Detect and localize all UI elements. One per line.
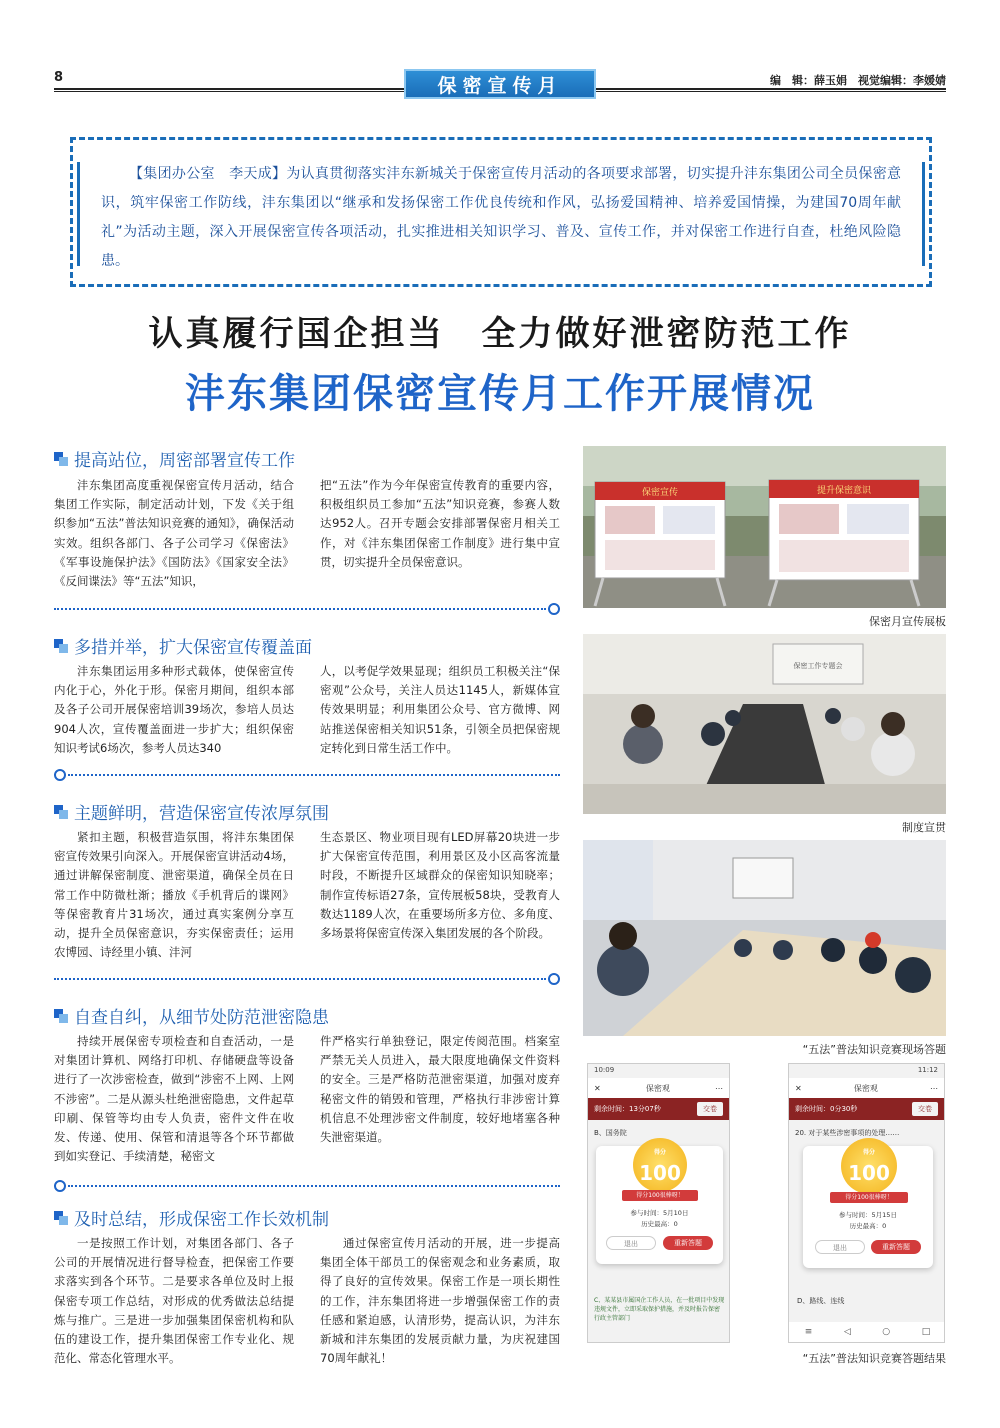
section-2-col-1: 沣东集团运用多种形式载体，使保密宣传内化于心，外化于形。保密月期间，组织本部及各子公司开展保密培训39场次，参培人员达904人次，宣传覆盖面进一步扩大；组织保密知识考试6场次，参考人员达340 — [54, 664, 294, 755]
svg-text:提升保密意识: 提升保密意识 — [816, 486, 872, 496]
section-1-col-2: 把“五法”作为今年保密宣传教育的重要内容，积极组织员工参加“五法”知识竞赛，参赛人数达952人。召开专题会安排部署保密月相关工作，对《沣东集团保密工作制度》进行集中宣贯，切实提升全员保密意识。 — [320, 478, 560, 569]
retry-button[interactable]: 重新答题 — [871, 1240, 921, 1254]
section-3-col-1: 紧扣主题，积极营造氛围，将沣东集团保密宣传效果引向深入。开展保密宣讲活动4场，通过讲解保密制度、泄密渠道，确保全员在日常工作中防微杜渐；播放《手机背后的谍网》等保密教育片31场次，通过真实案例分享互动，提升全员保密意识，夯实保密责任；运用农博园、诗经里小镇、沣河 — [54, 830, 294, 960]
section-4-col-1: 持续开展保密专项检查和自查活动，一是对集团计算机、网络打印机、存储硬盘等设备进行了一次涉密检查，做到“涉密不上网、上网不涉密”。二是从源头杜绝泄密隐患，文件起草印刷、保管等均由专人负责，密件文件在收发、传递、使用、保管和清退等各个环节都做到如实登记、手续清楚，秘密文 — [54, 1034, 294, 1164]
timer-text: 剩余时间：0分30秒 — [795, 1105, 858, 1113]
option-bottom: D、路线、连线 — [797, 1297, 845, 1305]
app-title: 保密观 — [645, 1083, 670, 1093]
exit-button[interactable]: 退出 — [606, 1236, 656, 1250]
section-heading-text: 提高站位，周密部署宣传工作 — [74, 451, 295, 471]
android-nav-bar — [789, 1322, 945, 1342]
score-ribbon: 得分100很棒呀！ — [622, 1190, 698, 1201]
section-bullet-icon — [54, 639, 68, 653]
section-3-col-2: 生态景区、物业项目现有LED屏幕20块进一步扩大保密宣传范围，利用景区及小区高客流量时段，不断提升区域群众的保密知识知晓率；制作宣传标语27条，宣传展板58块，受教育人数达1189人次，在重要场所多方位、多角度、多场景将保密宣传深入集团发展的各个阶段。 — [320, 830, 560, 941]
headline: 认真履行国企担当 全力做好泄密防范工作 — [148, 314, 852, 354]
intro-text: 【集团办公室 李天成】为认真贯彻落实沣东新城关于保密宣传月活动的各项要求部署，切实提升沣东集团公司全员保密意识，筑牢保密工作防线，沣东集团以“继承和发扬保密工作优良传统和作风，弘扬爱国精神、培养爱国情操，为建国70周年献礼”为活动主题，深入开展保密宣传各项活动，扎实推进相关知识学习、普及、宣传工作，并对保密工作进行自查，杜绝风险隐患。 — [101, 166, 901, 269]
photo-contest-site — [583, 840, 946, 1036]
section-divider — [54, 603, 560, 615]
section-heading-text: 多措并举，扩大保密宣传覆盖面 — [74, 638, 312, 658]
section-bullet-icon — [54, 1211, 68, 1225]
section-heading-1 — [54, 446, 295, 471]
section-bullet-icon — [54, 1009, 68, 1023]
intro-left-bar — [77, 162, 80, 266]
editor-credits: 编 辑：薛玉娟 视觉编辑：李媛婧 — [770, 74, 946, 87]
score-medal: 得分 100 — [841, 1138, 897, 1194]
intro-right-bar — [922, 162, 925, 266]
photo-display-boards — [583, 446, 946, 608]
home-icon[interactable]: ○ — [882, 1327, 891, 1337]
option-bottom: C、某某县市属国企工作人员，在一批项目中发现违规文件，立即采取保护措施，并及时报告保密行政主管部门 — [594, 1297, 725, 1322]
section-bullet-icon — [54, 805, 68, 819]
section-5-col-1: 一是按照工作计划，对集团各部门、各子公司的开展情况进行督导检查，把保密工作要求落实到各个环节。二是要求各单位及时上报保密专项工作总结，对形成的优秀做法总结提炼与推广。三是进一步加强集团保密机构和队伍的建设工作，提升集团保密工作专业化、规范化、常态化管理水平。 — [54, 1236, 294, 1366]
best-line: 历史最高：0 — [641, 1220, 678, 1228]
recent-apps-icon[interactable]: □ — [921, 1327, 931, 1337]
section-2-col-2: 人，以考促学效果显现；组织员工积极关注“保密观”公众号，关注人员达1145人，新媒体宣传效果明显；利用集团公众号、官方微博、网站推送保密相关知识51条，引领全员把保密规定转化到日常生活工作中。 — [320, 664, 560, 755]
section-bullet-icon — [54, 452, 68, 466]
back-icon[interactable]: ◁ — [843, 1327, 851, 1337]
section-5-col-2: 通过保密宣传月活动的开展，进一步提高集团全体干部员工的保密观念和业务素质，取得了良好的宣传效果。保密工作是一项长期性的工作，沣东集团将进一步增强保密工作的责任感和紧迫感，认清形势，提高认识，为沣东新城和沣东集团的发展贡献力量，为庆祝建国70周年献礼！ — [320, 1236, 560, 1366]
section-heading-2 — [54, 633, 312, 658]
app-title: 保密观 — [853, 1083, 878, 1093]
score-modal — [596, 1146, 723, 1264]
timer-text: 剩余时间：13分07秒 — [594, 1105, 661, 1113]
section-divider — [54, 973, 560, 985]
section-divider — [54, 1180, 560, 1192]
caption-display-boards: 保密月宣传展板 — [869, 615, 946, 628]
svg-text:保密宣传: 保密宣传 — [641, 488, 679, 498]
column-title: 保密宣传月 — [404, 69, 596, 99]
close-icon[interactable]: ✕ — [795, 1083, 802, 1093]
more-icon[interactable]: ⋯ — [714, 1083, 723, 1093]
section-heading-text: 主题鲜明，营造保密宣传浓厚氛围 — [74, 804, 329, 824]
intro-box — [70, 137, 932, 287]
caption-contest-site: “五法”普法知识竞赛现场答题 — [802, 1043, 946, 1056]
caption-meeting: 制度宣贯 — [902, 821, 946, 834]
menu-icon[interactable]: ≡ — [804, 1327, 813, 1337]
retry-button[interactable]: 重新答题 — [663, 1236, 713, 1250]
best-line: 历史最高：0 — [849, 1222, 887, 1230]
date-line: 参与时间：5月15日 — [839, 1211, 897, 1219]
section-divider — [54, 769, 560, 781]
phone-screenshot-2 — [788, 1063, 945, 1343]
close-icon[interactable]: ✕ — [594, 1083, 601, 1093]
section-heading-3 — [54, 799, 329, 824]
status-bar: 10:09 — [594, 1066, 615, 1074]
status-bar: 11:12 — [917, 1066, 938, 1074]
caption-contest-results: “五法”普法知识竞赛答题结果 — [802, 1352, 946, 1365]
submit-button[interactable]: 交卷 — [912, 1102, 938, 1116]
quiz-timer — [588, 1098, 729, 1120]
section-heading-4 — [54, 1003, 329, 1028]
more-icon[interactable]: ⋯ — [929, 1083, 938, 1093]
exit-button[interactable]: 退出 — [815, 1240, 865, 1254]
svg-text:保密工作专题会: 保密工作专题会 — [793, 662, 843, 670]
submit-button[interactable]: 交卷 — [697, 1102, 723, 1116]
section-heading-text: 及时总结，形成保密工作长效机制 — [74, 1210, 329, 1230]
section-1-col-1: 沣东集团高度重视保密宣传月活动，结合集团工作实际，制定活动计划，下发《关于组织参加“五法”普法知识竞赛的通知》，确保活动实效。组织各部门、各子公司学习《保密法》《军事设施保护法》《国防法》《国家安全法》《反间谍法》等“五法”知识， — [54, 478, 294, 589]
section-4-col-2: 件严格实行单独登记，限定传阅范围。档案室严禁无关人员进入，最大限度地确保文件资料的安全。三是严格防范泄密渠道，加强对废弃秘密文件的销毁和管理，严格执行非涉密计算机信息不处理涉密文件制度，较好地堵塞各种失泄密渠道。 — [320, 1034, 560, 1145]
page-number: 8 — [54, 70, 64, 85]
section-heading-5 — [54, 1205, 329, 1230]
option-top: B、国务院 — [594, 1129, 627, 1137]
phone-screenshot-1 — [587, 1063, 730, 1343]
quiz-timer — [789, 1098, 944, 1120]
date-line: 参与时间：5月10日 — [630, 1209, 689, 1217]
photo-meeting — [583, 634, 946, 814]
app-nav — [789, 1078, 944, 1098]
option-top: 20. 对于某些涉密事项的处理…… — [795, 1129, 900, 1137]
score-medal: 得分 100 — [633, 1138, 687, 1192]
subheadline: 沣东集团保密宣传月工作开展情况 — [185, 371, 815, 417]
app-nav — [588, 1078, 729, 1098]
score-ribbon: 得分100很棒呀！ — [830, 1192, 908, 1203]
score-modal — [803, 1146, 933, 1268]
section-heading-text: 自查自纠，从细节处防范泄密隐患 — [74, 1008, 329, 1028]
